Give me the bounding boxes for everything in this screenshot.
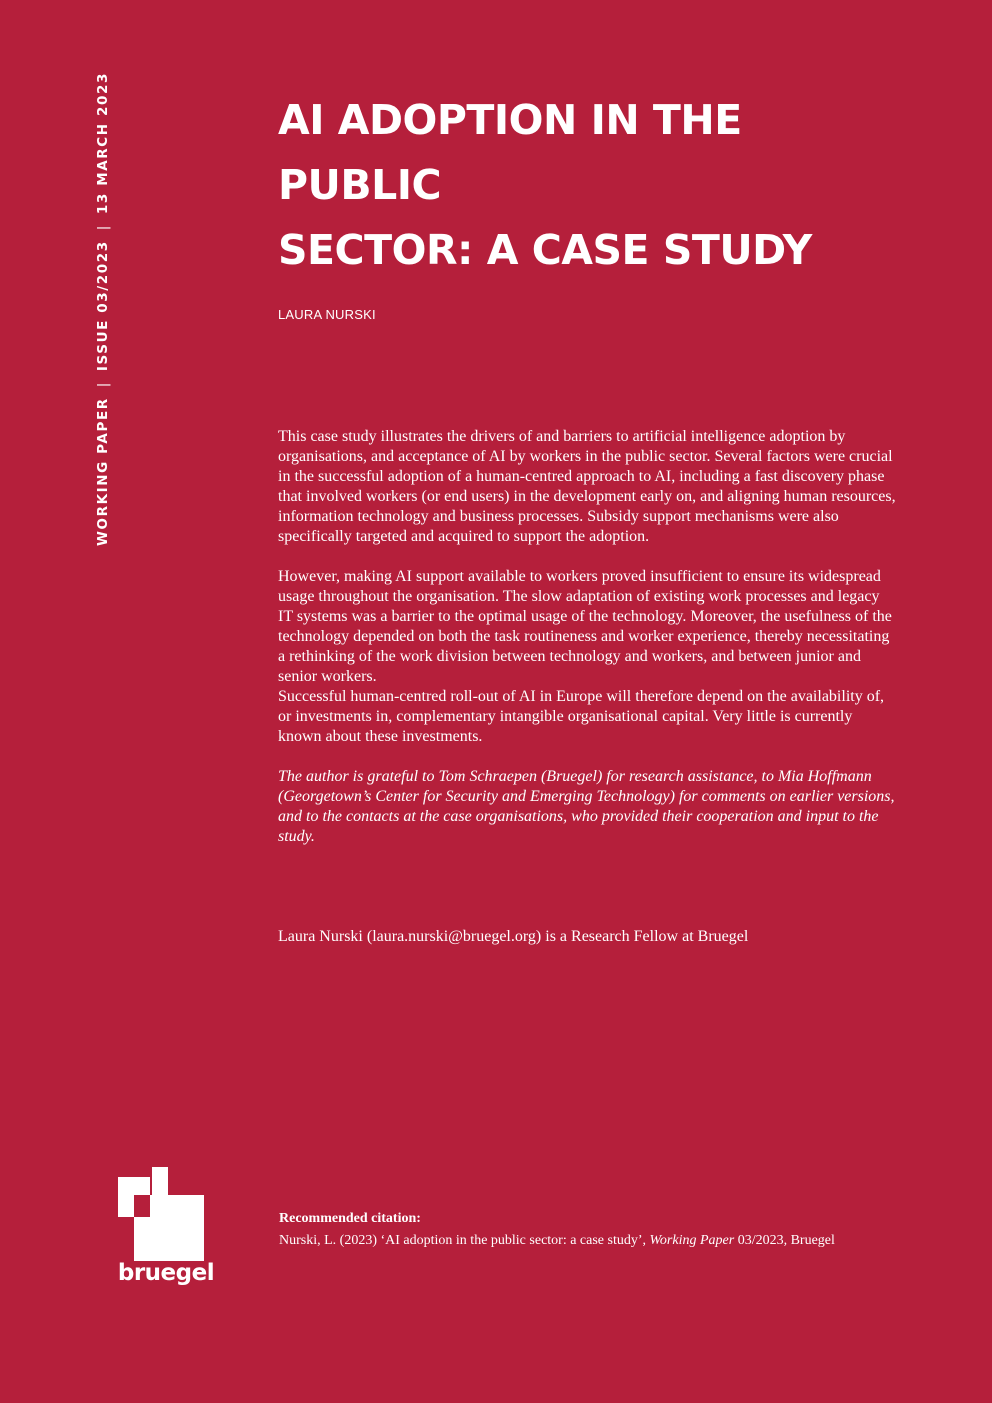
citation-text-after: 03/2023, Bruegel bbox=[737, 1233, 835, 1248]
side-strip-text bbox=[95, 72, 111, 546]
author-bio: Laura Nurski (laura.nurski@bruegel.org) is a Research Fellow at Bruegel bbox=[278, 928, 749, 945]
bruegel-logo-icon bbox=[116, 1167, 216, 1262]
citation-text-italic: Working Paper bbox=[649, 1233, 735, 1248]
title-line-1: AI ADOPTION IN THE PUBLIC bbox=[278, 96, 742, 209]
citation-label: Recommended citation: bbox=[279, 1211, 421, 1226]
date-label: 13 MARCH 2023 bbox=[95, 72, 111, 215]
acknowledgement: The author is grateful to Tom Schraepen (Bruegel) for research assistance, to Mia Hoffmann (Georgetown’s Center for Security and Emerging Technology) for comments on earlier versions, and to the contacts at the case organisations, who provided their cooperation and input to the study. bbox=[278, 768, 895, 845]
title-line-2: SECTOR: A CASE STUDY bbox=[278, 226, 812, 274]
issue-label: ISSUE 03/2023 bbox=[95, 240, 111, 372]
abstract-paragraph-3: Successful human-centred roll-out of AI in Europe will therefore depend on the availability of, or investments in, complementary intangible organisational capital. Very little is currently known about these investments. bbox=[278, 688, 885, 745]
abstract-paragraph-1: This case study illustrates the drivers of and barriers to artificial intelligence adoption by organisations, and acceptance of AI by workers in the public sector. Several factors were crucial in the successful adoption of a human-centred approach to AI, including a fast discovery phase that involved workers (or end users) in the development early on, and aligning human resources, information technology and business processes. Subsidy support mechanisms were also specifically targeted and acquired to support the adoption. bbox=[278, 428, 896, 545]
abstract-paragraph-2: However, making AI support available to workers proved insufficient to ensure its widespread usage throughout the organisation. The slow adaptation of existing work processes and legacy IT systems was a barrier to the optimal usage of the technology. Moreover, the usefulness of the technology depended on both the task routineness and worker experience, thereby necessitating a rethinking of the work division between technology and workers, and between junior and senior workers. bbox=[278, 568, 892, 685]
citation bbox=[279, 1210, 959, 1250]
citation-text bbox=[279, 1232, 959, 1250]
page-title bbox=[278, 88, 918, 283]
separator: | bbox=[95, 224, 111, 231]
separator: | bbox=[95, 381, 111, 388]
citation-text-before: Nurski, L. (2023) ‘AI adoption in the public sector: a case study’, bbox=[279, 1233, 647, 1248]
series-label: WORKING PAPER bbox=[95, 397, 111, 546]
bruegel-logo bbox=[116, 1167, 216, 1292]
author-name: LAURA NURSKI bbox=[278, 307, 376, 322]
logo-wordmark: bruegel bbox=[117, 1260, 215, 1286]
abstract bbox=[278, 427, 896, 847]
